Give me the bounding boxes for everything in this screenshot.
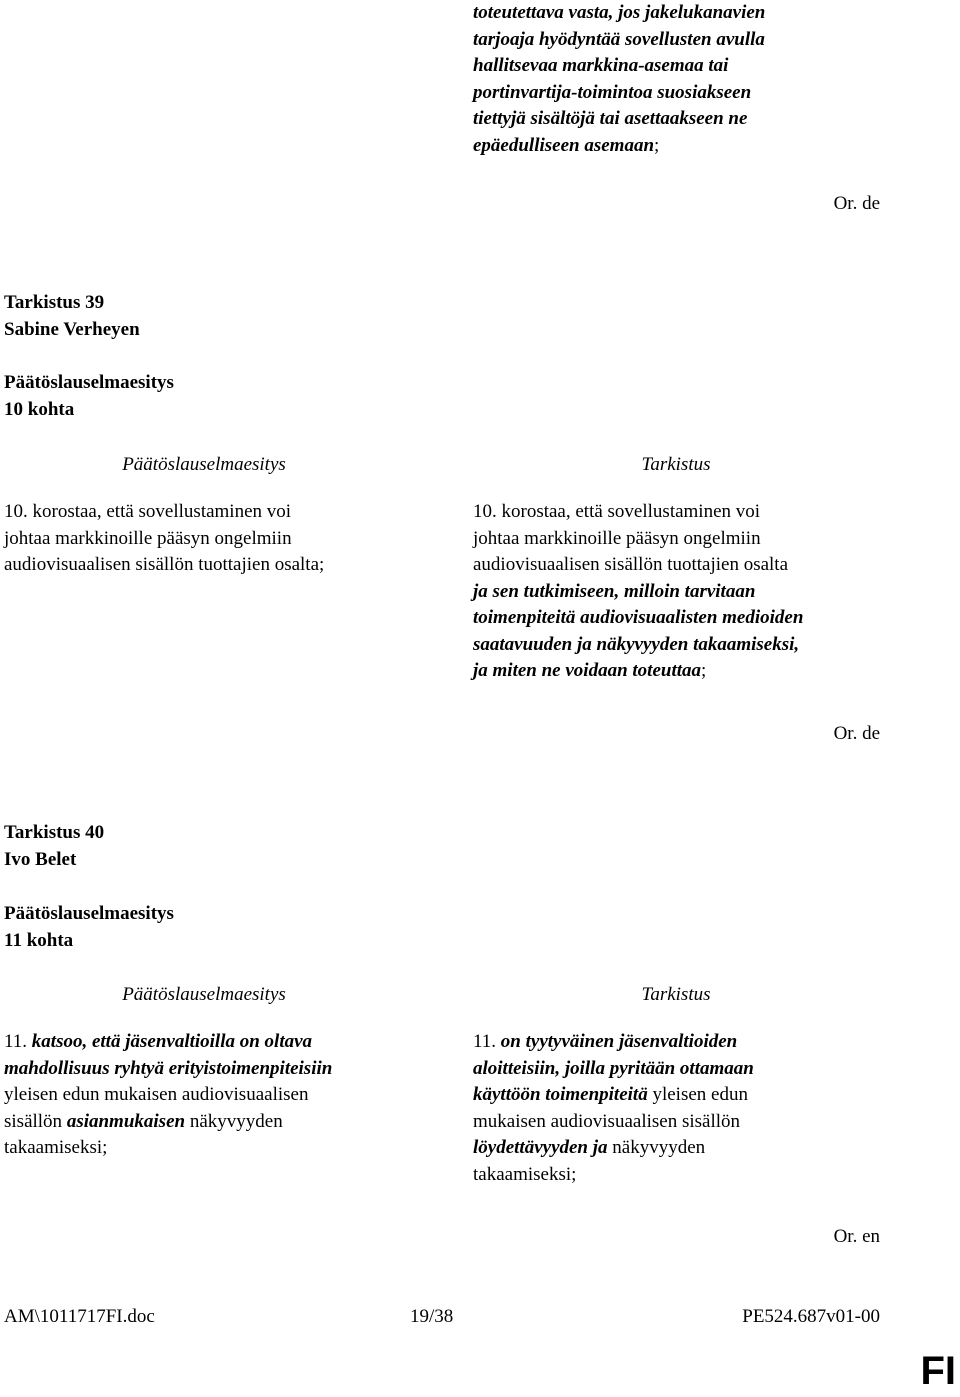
amended-line xyxy=(473,1029,913,1056)
continuation-line: portinvartija-toimintoa suosiakseen xyxy=(473,81,752,103)
column-header-left: Päätöslauselmaesitys xyxy=(122,984,286,1005)
original-line xyxy=(4,1029,444,1056)
text-span: näkyvyyden xyxy=(185,1110,283,1132)
point-number: 11. xyxy=(4,1031,32,1052)
text-span: sisällön xyxy=(4,1110,67,1132)
amended-line: audiovisuaalisen sisällön tuottajien osalta xyxy=(473,554,789,575)
continuation-line: tarjoaja hyödyntää sovellusten avulla xyxy=(473,28,765,50)
amendment-author: Sabine Verheyen xyxy=(4,319,140,340)
footer-pe-ref: PE524.687v01-00 xyxy=(742,1306,880,1327)
continuation-line-text: epäedulliseen asemaan xyxy=(473,134,655,156)
amended-line: johtaa markkinoille pääsyn ongelmiin xyxy=(473,527,761,549)
amended-punct: ; xyxy=(701,660,707,681)
amended-text xyxy=(473,1029,913,1188)
continuation-text xyxy=(473,0,913,159)
continuation-line: tiettyjä sisältöjä tai asettaakseen ne xyxy=(473,108,748,129)
original-text xyxy=(4,499,444,579)
amended-line: 10. korostaa, että sovellustaminen voi xyxy=(473,501,761,522)
amended-text xyxy=(473,499,913,685)
original-line xyxy=(4,1109,444,1136)
added-text: käyttöön toimenpiteitä xyxy=(473,1084,648,1105)
deleted-text: mahdollisuus ryhtyä erityistoimenpiteisiin xyxy=(4,1057,333,1079)
deleted-text: asianmukaisen xyxy=(66,1110,186,1132)
text-span: näkyvyyden xyxy=(607,1137,706,1158)
original-line: audiovisuaalisen sisällön tuottajien osalta; xyxy=(4,554,325,575)
amended-line xyxy=(473,1082,913,1109)
deleted-text: katsoo, että jäsenvaltioilla on oltava xyxy=(31,1031,313,1052)
text-span: yleisen edun xyxy=(647,1084,748,1105)
origin-language: Or. de xyxy=(833,193,880,214)
continuation-line: hallitsevaa markkina-asemaa tai xyxy=(473,55,729,76)
original-text xyxy=(4,1029,444,1162)
origin-language: Or. de xyxy=(833,723,880,744)
amended-line: takaamiseksi; xyxy=(473,1163,577,1185)
origin-language: Or. en xyxy=(833,1226,880,1247)
original-line: johtaa markkinoille pääsyn ongelmiin xyxy=(4,527,292,549)
footer-doc-ref: AM\1011717FI.doc xyxy=(4,1306,155,1327)
continuation-punct: ; xyxy=(654,134,660,156)
original-line: yleisen edun mukaisen audiovisuaalisen xyxy=(4,1084,309,1105)
original-line: 10. korostaa, että sovellustaminen voi xyxy=(4,501,292,522)
reference-point: 10 kohta xyxy=(4,399,75,420)
reference-type: Päätöslauselmaesitys xyxy=(4,903,174,924)
amended-line xyxy=(473,1135,913,1162)
amended-line-added: ja sen tutkimiseen, milloin tarvitaan xyxy=(473,580,756,602)
continuation-line: toteutettava vasta, jos jakelukanavien xyxy=(473,2,766,23)
amendment-author: Ivo Belet xyxy=(4,849,77,870)
amended-line-last xyxy=(473,658,913,685)
amended-line-added: saatavuuden ja näkyvyyden takaamiseksi, xyxy=(473,633,800,655)
amended-line-added: toimenpiteitä audiovisuaalisten medioiden xyxy=(473,607,804,628)
amended-line: mukaisen audiovisuaalisen sisällön xyxy=(473,1110,741,1132)
added-text: aloitteisiin, joilla pyritään ottamaan xyxy=(473,1057,754,1079)
amended-line-added: ja miten ne voidaan toteuttaa xyxy=(473,660,702,681)
amendment-title: Tarkistus 40 xyxy=(4,822,105,843)
amendment-title: Tarkistus 39 xyxy=(4,292,105,313)
added-text: löydettävyyden ja xyxy=(473,1137,608,1158)
reference-type: Päätöslauselmaesitys xyxy=(4,372,174,393)
column-header-right: Tarkistus xyxy=(641,454,711,475)
language-code: FI xyxy=(920,1349,956,1393)
footer-page-number: 19/38 xyxy=(410,1306,454,1327)
added-text: on tyytyväinen jäsenvaltioiden xyxy=(500,1031,738,1052)
column-header-left: Päätöslauselmaesitys xyxy=(122,454,286,475)
original-line: takaamiseksi; xyxy=(4,1137,108,1158)
reference-point: 11 kohta xyxy=(4,930,74,951)
column-header-right: Tarkistus xyxy=(641,984,711,1005)
point-number: 11. xyxy=(473,1031,501,1052)
continuation-line-last xyxy=(473,133,913,160)
